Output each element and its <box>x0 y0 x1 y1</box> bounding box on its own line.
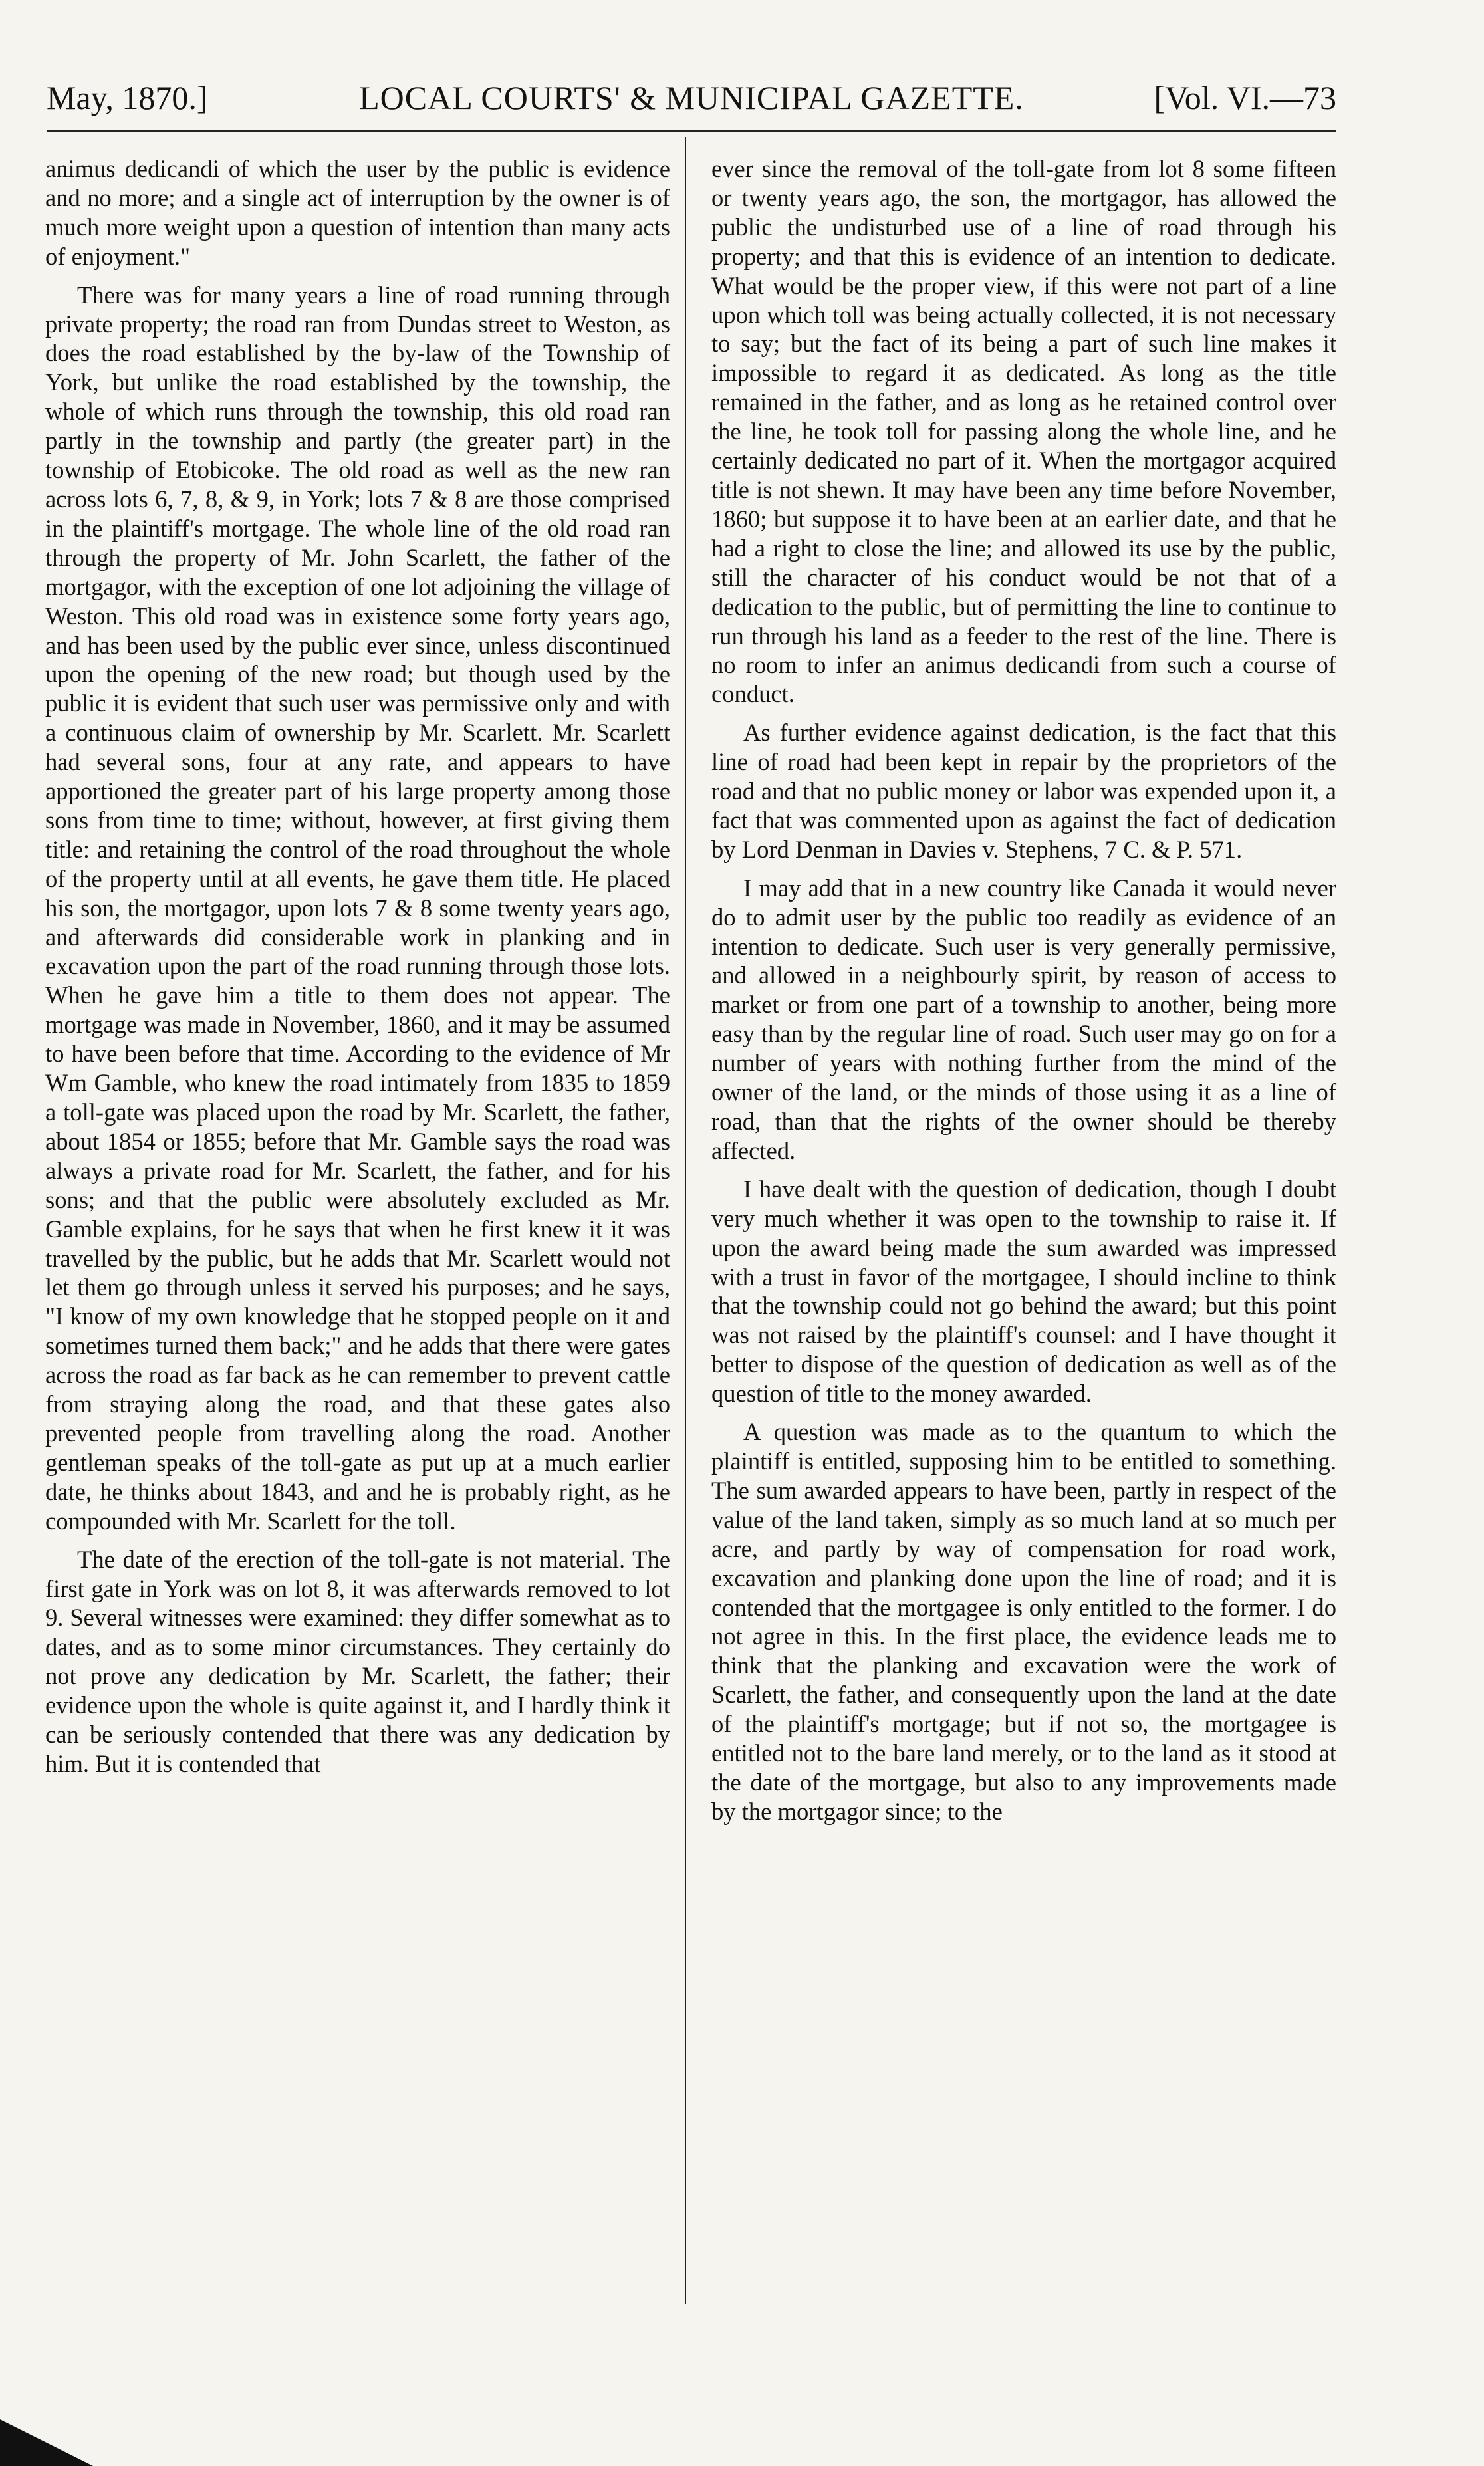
header-title: LOCAL COURTS' & MUNICIPAL GAZETTE. <box>359 79 1024 116</box>
paragraph: I have dealt with the question of dedication, though I doubt very much whether it was open to the township to raise it. If upon the award being made the sum awarded was impressed with a trust in favor of the mortgagee, I should incline to think that the township could not go behind the award; but this point was not raised by the plaintiff's counsel: and I have thought it better to dispose of the question of dedication as well as of the question of title to the money awarded. <box>711 1175 1336 1408</box>
left-column <box>45 154 670 1779</box>
paragraph: The date of the erection of the toll-gate is not material. The first gate in York was on lot 8, it was afterwards removed to lot 9. Several witnesses were examined: they differ somewhat as to dates, and as to some minor circumstances. They certainly do not prove any dedication by Mr. Scarlett, the father; their evidence upon the whole is quite against it, and I hardly think it can be seriously contended that there was any dedication by him. But it is contended that <box>45 1545 670 1777</box>
paragraph: I may add that in a new country like Canada it would never do to admit user by the public too readily as evidence of an intention to dedicate. Such user is very generally permissive, and allowed in a neighbourly spirit, by reason of access to market or from one part of a township to another, being more easy than by the regular line of road. Such user may go on for a number of years with nothing further from the mind of the owner of the land, or the minds of those using it as a line of road, than that the rights of the owner should be thereby affected. <box>711 874 1336 1164</box>
column-divider <box>685 137 686 2304</box>
right-column <box>711 154 1336 1826</box>
paragraph: There was for many years a line of road running through private property; the road ran from Dundas street to Weston, as does the road established by the by-law of the Township of York, but unlike the road established by the township, the whole of which runs through the township, this old road ran partly in the township and partly (the greater part) in the township of Etobicoke. The old road as well as the new ran across lots 6, 7, 8, & 9, in York; lots 7 & 8 are those comprised in the plaintiff's mortgage. The whole line of the old road ran through the property of Mr. John Scarlett, the father of the mortgagor, with the exception of one lot adjoining the village of Weston. This old road was in existence some forty years ago, and has been used by the public ever since, unless discontinued upon the opening of the new road; but though used by the public it is evident that such user was permissive only and with a continuous claim of ownership by Mr. Scarlett. Mr. Scarlett had several sons, four at any rate, and appears to have apportioned the greater part of his large property among those sons from time to time; without, however, at first giving them title: and retaining the control of the road throughout the whole of the property until at all events, he gave them title. He placed his son, the mortgagor, upon lots 7 & 8 some twenty years ago, and afterwards did considerable work in planking and in excavation upon the part of the road running through those lots. When he gave him a title to them does not appear. The mortgage was made in November, 1860, and it may be assumed to have been before that time. According to the evidence of Mr Wm Gamble, who knew the road intimately from 1835 to 1859 a toll-gate was placed upon the road by Mr. Scarlett, the father, about 1854 or 1855; before that Mr. Gamble says the road was always a private road for Mr. Scarlett, the father, and for his sons; and that the public were absolutely excluded as Mr. Gamble explains, for he says that when he first knew it it was travelled by the public, but he adds that Mr. Scarlett would not let them go through unless it served his purposes; and he says, "I know of my own knowledge that he stopped people on it and sometimes turned them back;" and he adds that there were gates across the road as far back as he can remember to prevent cattle from straying along the road, and that these gates also prevented people from travelling along the road. Another gentleman speaks of the toll-gate as put up at a much earlier date, he thinks about 1843, and and he is probably right, as he compounded with Mr. Scarlett for the toll. <box>45 281 670 1535</box>
header-volume: [Vol. VI.—73 <box>1154 79 1336 116</box>
paragraph: As further evidence against dedication, is the fact that this line of road had been kept in repair by the proprietors of the road and that no public money or labor was expended upon it, a fact that was commented upon as against the fact of dedication by Lord Denman in Davies v. Stephens, 7 C. & P. 571. <box>711 719 1336 863</box>
paragraph: animus dedicandi of which the user by the public is evidence and no more; and a single act of interruption by the owner is of much more weight upon a question of intention than many acts of enjoyment." <box>45 155 670 270</box>
header-date: May, 1870.] <box>47 79 208 116</box>
header-rule <box>47 130 1336 132</box>
scan-corner-mark <box>0 2419 93 2466</box>
paragraph: A question was made as to the quantum to which the plaintiff is entitled, supposing him to be entitled to something. The sum awarded appears to have been, partly in respect of the value of the land taken, simply as so much land at so much per acre, and partly by way of compensation for road work, excavation and planking done upon the line of road; and it is contended that the mortgagee is only entitled to the former. I do not agree in this. In the first place, the evidence leads me to think that the planking and excavation were the work of Scarlett, the father, and consequently upon the land at the date of the plaintiff's mortgage; but if not so, the mortgagee is entitled not to the bare land merely, or to the land as it stood at the date of the mortgage, but also to any improvements made by the mortgagor since; to the <box>711 1418 1336 1825</box>
running-header <box>47 78 1336 125</box>
paragraph: ever since the removal of the toll-gate from lot 8 some fifteen or twenty years ago, the son, the mortgagor, has allowed the public the undisturbed use of a line of road through his property; and that this is evidence of an intention to dedicate. What would be the proper view, if this were not part of a line upon which toll was being actually collected, it is not necessary to say; but the fact of its being a part of such line makes it impossible to regard it as dedicated. As long as the title remained in the father, and as long as he retained control over the line, he took toll for passing along the whole line, and he certainly dedicated no part of it. When the mortgagor acquired title is not shewn. It may have been any time before November, 1860; but suppose it to have been at an earlier date, and that he had a right to close the line; and allowed its use by the public, still the character of his conduct would be not that of a dedication to the public, but of permitting the line to continue to run through his land as a feeder to the rest of the line. There is no room to infer an animus dedicandi from such a course of conduct. <box>711 155 1336 708</box>
